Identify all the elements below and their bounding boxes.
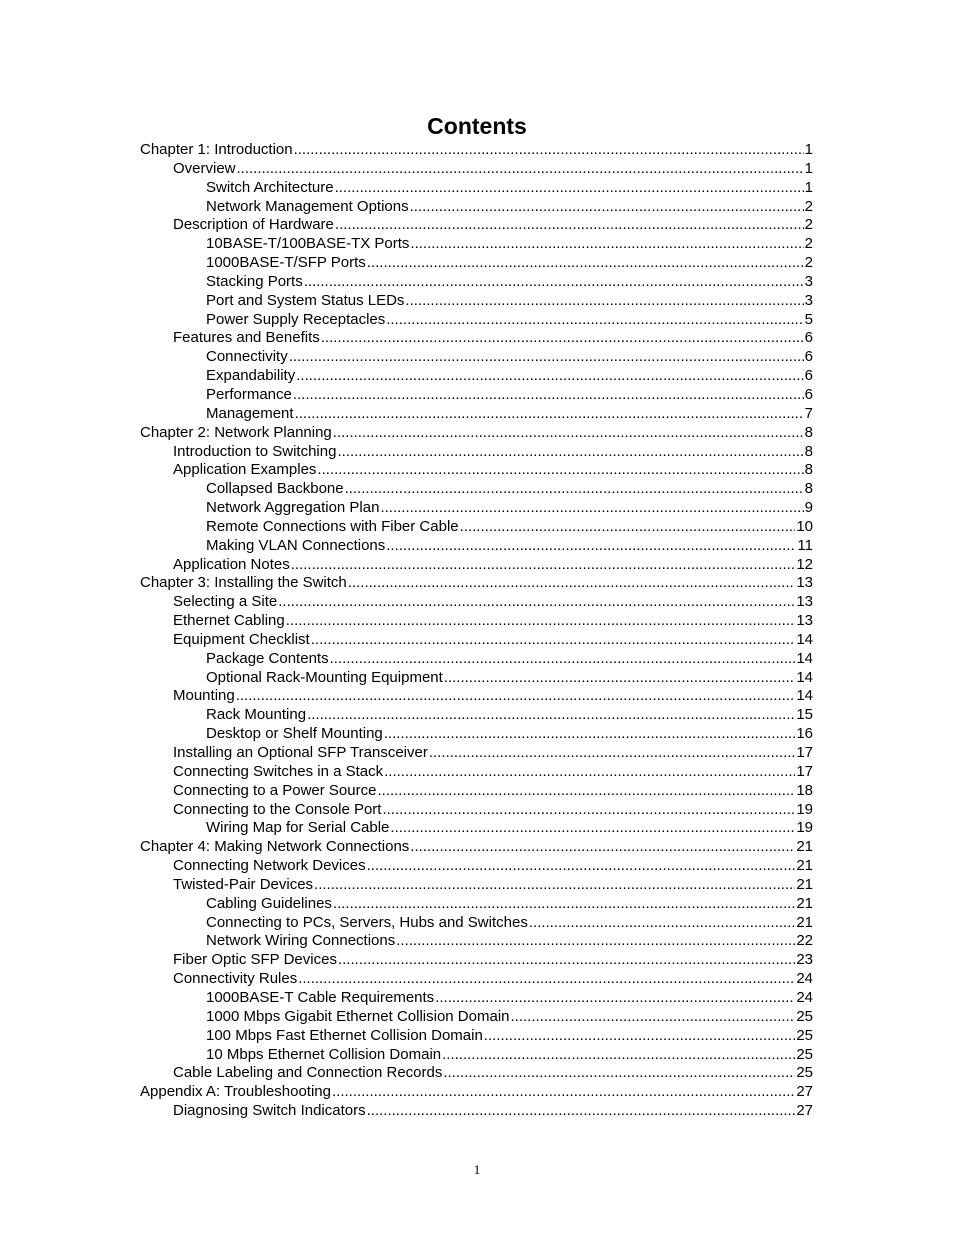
toc-entry[interactable] [140,857,813,876]
toc-entry[interactable] [140,405,813,424]
toc-entry-page: 8 [804,442,813,460]
toc-entry-page: 21 [796,857,813,875]
toc-entry-page: 27 [796,1083,813,1101]
toc-entry-page: 1 [804,141,813,158]
toc-dot-leader [429,744,795,763]
toc-entry-title: 10 Mbps Ethernet Collision Domain [206,1045,442,1063]
toc-entry[interactable] [140,989,813,1008]
toc-entry[interactable] [140,1102,813,1121]
toc-entry[interactable] [140,895,813,914]
toc-entry[interactable] [140,160,813,179]
toc-entry-page: 19 [796,819,813,837]
toc-dot-leader [317,461,803,480]
toc-entry-page: 24 [796,970,813,988]
toc-entry-title: Ethernet Cabling [173,612,285,630]
toc-dot-leader [386,537,796,556]
toc-dot-leader [330,650,796,669]
toc-entry-page: 17 [796,744,813,761]
toc-entry-page: 9 [804,499,813,517]
toc-entry[interactable] [140,782,813,801]
toc-entry-title: Connectivity Rules [173,970,298,988]
toc-entry[interactable] [140,669,813,688]
toc-entry-page: 19 [796,800,813,818]
toc-entry[interactable] [140,1083,813,1102]
toc-dot-leader [484,1027,796,1046]
toc-entry[interactable] [140,970,813,989]
toc-dot-leader [237,160,804,179]
toc-entry[interactable] [140,763,813,782]
toc-entry[interactable] [140,461,813,480]
toc-dot-leader [338,951,795,970]
toc-entry-title: Selecting a Site [173,593,278,611]
toc-entry-page: 2 [804,197,813,215]
toc-entry-page: 23 [796,951,813,969]
toc-entry[interactable] [140,687,813,706]
toc-dot-leader [367,1102,796,1121]
page-number: 1 [473,1162,481,1177]
page-title: Contents [427,113,527,139]
toc-dot-leader [384,763,795,782]
toc-entry-page: 2 [804,216,813,234]
toc-entry[interactable] [140,631,813,650]
toc-entry[interactable] [140,235,813,254]
toc-dot-leader [367,254,804,273]
toc-entry-page: 14 [796,649,813,667]
toc-entry[interactable] [140,141,813,160]
toc-entry-title: Management [206,404,294,422]
toc-entry[interactable] [140,518,813,537]
toc-entry-title: Stacking Ports [206,272,303,290]
toc-entry-page: 25 [796,1045,813,1063]
toc-entry-page: 21 [796,875,813,893]
toc-entry-page: 7 [804,404,813,422]
toc-entry[interactable] [140,914,813,933]
toc-entry-page: 3 [804,291,813,309]
toc-entry-page: 11 [797,536,813,554]
toc-entry-page: 2 [804,254,813,272]
toc-dot-leader [442,1046,795,1065]
toc-entry[interactable] [140,725,813,744]
toc-dot-leader [335,179,804,198]
toc-entry-title: Connecting to PCs, Servers, Hubs and Switches [206,913,528,931]
toc-entry-page: 22 [796,932,813,950]
toc-dot-leader [307,706,795,725]
toc-entry[interactable] [140,329,813,348]
toc-entry-title: Network Aggregation Plan [206,499,380,517]
toc-entry-title: Power Supply Receptacles [206,310,386,328]
toc-entry-page: 21 [796,894,813,912]
toc-entry[interactable] [140,179,813,198]
toc-entry-title: Network Wiring Connections [206,932,396,950]
toc-entry-title: Connecting to a Power Source [173,781,377,799]
toc-entry-page: 25 [796,1064,813,1082]
toc-entry-page: 10 [796,517,813,535]
toc-entry-page: 14 [796,668,813,686]
toc-entry-title: Description of Hardware [173,216,334,234]
toc-dot-leader [311,631,796,650]
toc-dot-leader [333,895,795,914]
toc-dot-leader [410,198,804,217]
toc-entry-page: 13 [796,593,813,611]
toc-entry-page: 25 [796,1026,813,1044]
toc-dot-leader [296,367,803,386]
toc-entry[interactable] [140,311,813,330]
toc-entry-page: 6 [804,385,813,403]
toc-entry-title: 1000BASE-T/SFP Ports [206,254,366,272]
toc-dot-leader [377,782,795,801]
toc-entry-title: Application Examples [173,461,317,479]
toc-entry-title: Features and Benefits [173,329,320,347]
table-of-contents [140,141,813,1121]
toc-entry-page: 24 [796,988,813,1006]
toc-dot-leader [236,687,796,706]
toc-dot-leader [294,141,804,160]
toc-entry-title: Network Management Options [206,197,409,215]
toc-dot-leader [386,311,803,330]
toc-entry[interactable] [140,348,813,367]
toc-dot-leader [435,989,795,1008]
toc-entry-title: Cable Labeling and Connection Records [173,1064,443,1082]
toc-entry[interactable] [140,951,813,970]
toc-entry-title: Installing an Optional SFP Transceiver [173,744,428,761]
toc-entry-title: Port and System Status LEDs [206,291,405,309]
toc-entry-page: 6 [804,367,813,385]
toc-entry[interactable] [140,499,813,518]
toc-dot-leader [410,235,803,254]
toc-entry-title: Mounting [173,687,235,705]
toc-entry-title: Chapter 1: Introduction [140,141,293,158]
toc-entry-title: Cabling Guidelines [206,894,332,912]
toc-dot-leader [443,1064,795,1083]
toc-entry[interactable] [140,1008,813,1027]
toc-entry[interactable] [140,537,813,556]
toc-dot-leader [380,499,803,518]
toc-dot-leader [460,518,796,537]
toc-dot-leader [405,292,803,311]
toc-entry-page: 1 [804,178,813,196]
toc-entry-title: Optional Rack-Mounting Equipment [206,668,443,686]
toc-entry-title: Rack Mounting [206,706,307,724]
toc-dot-leader [529,914,795,933]
toc-dot-leader [444,669,796,688]
toc-entry-title: Fiber Optic SFP Devices [173,951,337,969]
toc-entry-title: Chapter 2: Network Planning [140,423,332,441]
toc-entry-title: Connecting Switches in a Stack [173,762,384,780]
toc-entry[interactable] [140,593,813,612]
toc-entry[interactable] [140,367,813,386]
toc-entry[interactable] [140,1064,813,1083]
toc-entry-title: Application Notes [173,555,290,573]
toc-entry-page: 15 [796,706,813,724]
toc-entry[interactable] [140,254,813,273]
toc-entry-title: Equipment Checklist [173,630,310,648]
toc-dot-leader [321,329,804,348]
toc-entry[interactable] [140,819,813,838]
toc-dot-leader [382,801,795,820]
toc-entry[interactable] [140,424,813,443]
toc-entry-title: 1000BASE-T Cable Requirements [206,988,435,1006]
toc-entry-title: Connecting to the Console Port [173,800,382,818]
toc-entry-page: 21 [796,913,813,931]
toc-entry[interactable] [140,876,813,895]
toc-dot-leader [390,819,795,838]
toc-entry-title: Performance [206,385,292,403]
toc-entry-title: Twisted-Pair Devices [173,875,314,893]
toc-entry-page: 25 [796,1007,813,1025]
toc-entry-page: 14 [796,630,813,648]
toc-entry-page: 18 [796,781,813,799]
toc-entry-title: Package Contents [206,649,329,667]
toc-entry[interactable] [140,932,813,951]
toc-entry-page: 1 [804,159,813,177]
toc-dot-leader [367,857,796,876]
toc-entry-title: Connectivity [206,348,288,366]
toc-entry-title: Introduction to Switching [173,442,337,460]
toc-entry[interactable] [140,1046,813,1065]
toc-dot-leader [335,216,804,235]
toc-entry[interactable] [140,273,813,292]
toc-entry-title: Switch Architecture [206,178,334,196]
toc-dot-leader [332,1083,795,1102]
toc-entry[interactable] [140,706,813,725]
toc-dot-leader [384,725,796,744]
toc-entry-title: Remote Connections with Fiber Cable [206,517,459,535]
toc-entry-page: 13 [796,574,813,592]
toc-dot-leader [410,838,795,857]
toc-entry-title: Connecting Network Devices [173,857,366,875]
toc-entry-title: Desktop or Shelf Mounting [206,725,383,743]
toc-entry[interactable] [140,801,813,820]
toc-entry-page: 16 [796,725,813,743]
toc-dot-leader [337,443,803,462]
toc-entry-page: 5 [804,310,813,328]
toc-dot-leader [295,405,804,424]
toc-entry[interactable] [140,556,813,575]
toc-dot-leader [304,273,804,292]
toc-entry-title: Overview [173,159,236,177]
toc-entry-page: 21 [796,838,813,856]
toc-dot-leader [286,612,796,631]
toc-dot-leader [348,574,796,593]
toc-entry[interactable] [140,443,813,462]
toc-entry[interactable] [140,838,813,857]
toc-entry-page: 6 [804,348,813,366]
toc-entry-page: 3 [804,272,813,290]
toc-entry-title: Appendix A: Troubleshooting [140,1083,331,1101]
toc-dot-leader [345,480,804,499]
toc-entry-title: 1000 Mbps Gigabit Ethernet Collision Domain [206,1007,510,1025]
toc-entry-page: 14 [796,687,813,705]
toc-entry-title: Chapter 4: Making Network Connections [140,838,410,856]
toc-entry-page: 2 [804,235,813,253]
toc-entry-title: Collapsed Backbone [206,480,344,498]
toc-entry-title: Chapter 3: Installing the Switch [140,574,347,592]
toc-entry-title: 10BASE-T/100BASE-TX Ports [206,235,410,253]
toc-entry-page: 8 [804,461,813,479]
toc-entry[interactable] [140,744,813,763]
toc-entry[interactable] [140,386,813,405]
toc-entry-page: 12 [796,555,813,573]
toc-entry-page: 8 [804,423,813,441]
toc-entry-page: 17 [796,762,813,780]
toc-dot-leader [293,386,804,405]
toc-entry-page: 27 [796,1102,813,1120]
toc-dot-leader [314,876,795,895]
toc-entry-page: 8 [804,480,813,498]
toc-dot-leader [278,593,795,612]
toc-entry[interactable] [140,216,813,235]
toc-entry-title: Diagnosing Switch Indicators [173,1102,366,1120]
toc-entry-page: 6 [804,329,813,347]
toc-dot-leader [289,348,804,367]
toc-entry[interactable] [140,574,813,593]
toc-entry[interactable] [140,198,813,217]
toc-entry-title: 100 Mbps Fast Ethernet Collision Domain [206,1026,483,1044]
toc-entry-title: Making VLAN Connections [206,536,386,554]
toc-entry[interactable] [140,650,813,669]
toc-dot-leader [511,1008,796,1027]
toc-dot-leader [333,424,804,443]
toc-entry[interactable] [140,292,813,311]
toc-entry[interactable] [140,1027,813,1046]
toc-dot-leader [396,932,795,951]
toc-dot-leader [291,556,796,575]
toc-entry[interactable] [140,480,813,499]
toc-entry[interactable] [140,612,813,631]
toc-entry-title: Wiring Map for Serial Cable [206,819,390,837]
toc-entry-page: 13 [796,612,813,630]
toc-dot-leader [298,970,795,989]
toc-entry-title: Expandability [206,367,296,385]
